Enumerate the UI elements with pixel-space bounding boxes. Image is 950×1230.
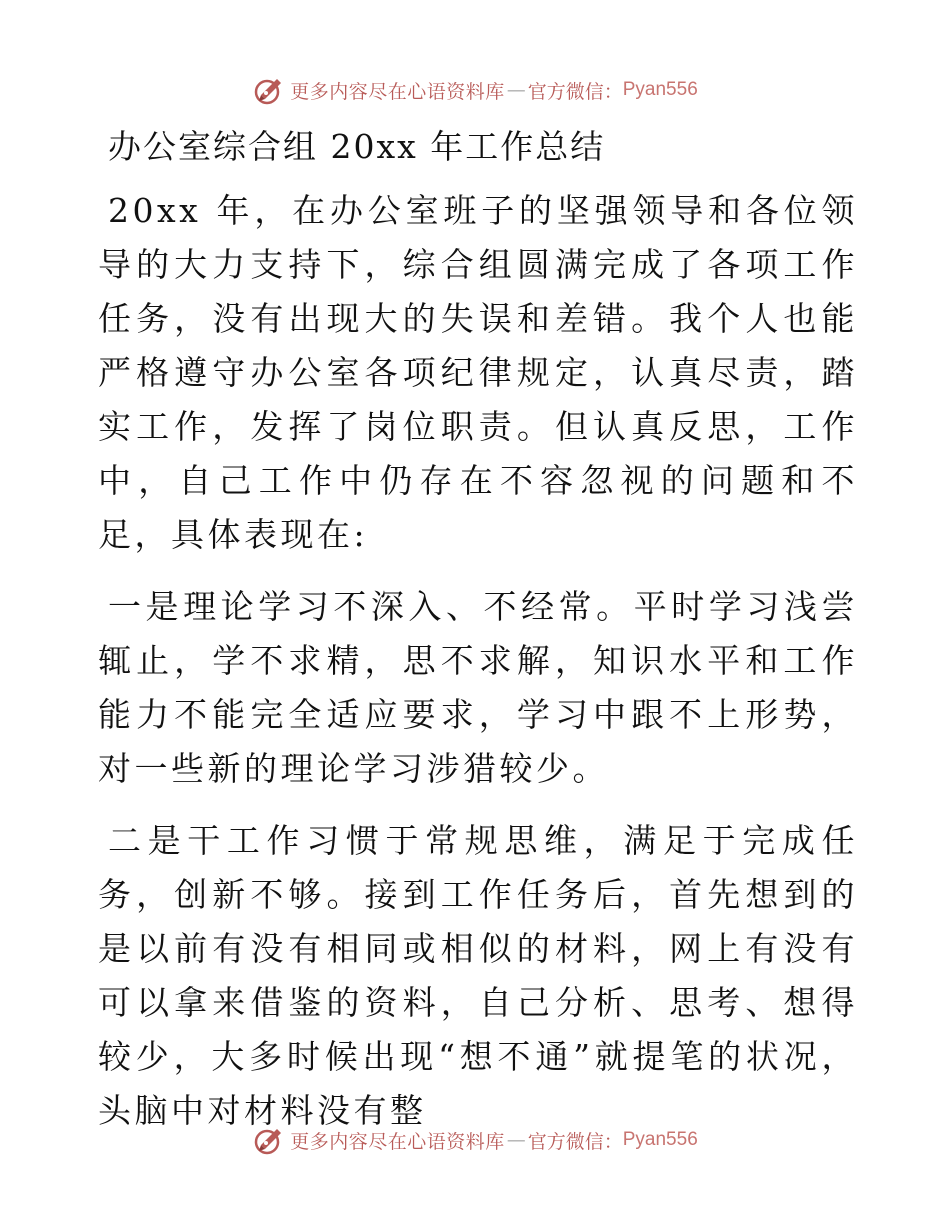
document-body bbox=[98, 120, 858, 1156]
banner-separator: — bbox=[506, 1129, 526, 1151]
banner-contact: Pyan556 bbox=[622, 79, 698, 100]
footer-banner bbox=[0, 1120, 950, 1160]
banner-contact: Pyan556 bbox=[622, 1129, 698, 1150]
banner-brand: 更多内容尽在心语资料库 bbox=[290, 1130, 505, 1153]
pen-logo-icon bbox=[252, 73, 286, 107]
pen-logo-icon bbox=[252, 1123, 286, 1157]
banner-label: 官方微信： bbox=[527, 80, 623, 103]
paragraph-point-one: 一是理论学习不深入、不经常。平时学习浅尝辄止，学不求精，思不求解，知识水平和工作能力不能完全适应要求，学习中跟不上形势，对一些新的理论学习涉猎较少。 bbox=[98, 587, 858, 788]
document-title: 办公室综合组 20xx 年工作总结 bbox=[108, 127, 606, 166]
banner-brand: 更多内容尽在心语资料库 bbox=[290, 80, 505, 103]
header-banner bbox=[0, 70, 950, 110]
banner-separator: — bbox=[506, 79, 526, 101]
paragraph-point-two: 二是干工作习惯于常规思维，满足于完成任务，创新不够。接到工作任务后，首先想到的是以前有没有相同或相似的材料，网上有没有可以拿来借鉴的资料，自己分析、思考、想得较少，大多时候出现“想不通”就提笔的状况，头脑中对材料没有整 bbox=[98, 821, 858, 1130]
paragraph-intro: 20xx 年，在办公室班子的坚强领导和各位领导的大力支持下，综合组圆满完成了各项工作任务，没有出现大的失误和差错。我个人也能严格遵守办公室各项纪律规定，认真尽责，踏实工作，发挥了岗位职责。但认真反思，工作中，自己工作中仍存在不容忽视的问题和不足，具体表现在: bbox=[98, 191, 858, 554]
banner-label: 官方微信： bbox=[527, 1130, 623, 1153]
